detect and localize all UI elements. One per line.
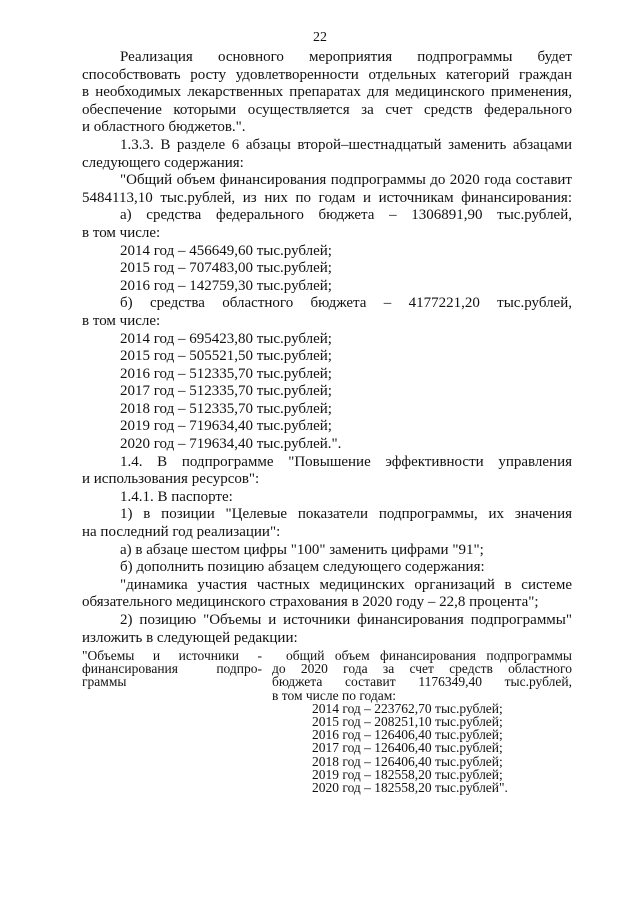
text-line: 1.4.1. В паспорте: <box>120 488 233 505</box>
text-line: 2018 год – 126406,40 тыс.рублей; <box>312 753 503 769</box>
text-line: "динамика участия частных медицинских организаций в системе <box>120 576 572 593</box>
text-line: 2014 год – 223762,70 тыс.рублей; <box>312 700 503 716</box>
text-line: б) средства областного бюджета – 4177221,20 тыс.рублей, <box>120 295 572 312</box>
text-line: обязательного медицинского страхования в 2020 году – 22,8 процента"; <box>82 594 539 611</box>
document-body <box>82 49 572 647</box>
text-line: бюджета составит 1176349,40 тыс.рублей, <box>272 674 572 690</box>
text-line: 2) позицию "Объемы и источники финансирования подпрограммы" <box>120 612 572 628</box>
text-line: финансирования подпро- <box>82 661 262 677</box>
text-line: Реализация основного мероприятия подпрограммы будет <box>120 49 572 65</box>
text-line: общий объем финансирования подпрограммы <box>286 648 572 663</box>
text-line: 1.3.3. В разделе 6 абзацы второй–шестнадцатый заменить абзацами <box>120 136 572 153</box>
text-line: в том числе: <box>82 312 161 329</box>
text-line: 2016 год – 512335,70 тыс.рублей; <box>120 365 332 382</box>
text-line: 2017 год – 126406,40 тыс.рублей; <box>312 740 503 756</box>
text-line: 2020 год – 182558,20 тыс.рублей". <box>312 780 508 796</box>
text-line: 1) в позиции "Целевые показатели подпрограммы, их значения <box>120 506 572 523</box>
text-line: следующего содержания: <box>82 154 244 171</box>
text-line: 2020 год – 719634,40 тыс.рублей.". <box>120 436 342 453</box>
text-line: 2015 год – 505521,50 тыс.рублей; <box>120 348 332 365</box>
text-line: а) в абзаце шестом цифры "100" заменить цифрами "91"; <box>120 541 484 558</box>
text-line: и областного бюджетов.". <box>82 119 246 136</box>
table-label-column <box>82 649 262 689</box>
text-line: 2016 год – 126406,40 тыс.рублей; <box>312 727 503 743</box>
text-line: до 2020 года за счет средств областного <box>272 661 572 677</box>
text-line: на последний год реализации": <box>82 524 281 541</box>
text-line: граммы <box>82 674 127 690</box>
text-line: 2018 год – 512335,70 тыс.рублей; <box>120 400 332 417</box>
text-line: 2019 год – 182558,20 тыс.рублей; <box>312 766 503 782</box>
text-line: 2015 год – 208251,10 тыс.рублей; <box>312 714 503 730</box>
table-value-column <box>272 649 572 794</box>
text-line: в том числе: <box>82 224 161 241</box>
text-line: 2019 год – 719634,40 тыс.рублей; <box>120 418 332 435</box>
page-number: 22 <box>313 30 327 45</box>
text-line: изложить в следующей редакции: <box>82 629 298 646</box>
text-line: "Объемы и источники - <box>82 648 262 663</box>
text-line: способствовать росту удовлетворенности отдельных категорий граждан <box>82 66 572 83</box>
text-line: обеспечение которыми осуществляется за счет средств федерального <box>82 101 572 118</box>
text-line: 2014 год – 456649,60 тыс.рублей; <box>120 242 332 259</box>
text-line: 2015 год – 707483,00 тыс.рублей; <box>120 260 332 277</box>
text-line: 2016 год – 142759,30 тыс.рублей; <box>120 277 332 294</box>
text-line: 2014 год – 695423,80 тыс.рублей; <box>120 330 332 347</box>
text-line: а) средства федерального бюджета – 1306891,90 тыс.рублей, <box>120 207 572 224</box>
text-line: и использования ресурсов": <box>82 471 260 488</box>
text-line: 5484113,10 тыс.рублей, из них по годам и источникам финансирования: <box>82 189 572 206</box>
text-line: 1.4. В подпрограмме "Повышение эффективности управления <box>120 453 572 470</box>
text-line: в необходимых лекарственных препаратах для медицинского применения, <box>82 84 572 101</box>
text-line: 2017 год – 512335,70 тыс.рублей; <box>120 383 332 400</box>
text-line: в том числе по годам: <box>272 687 397 703</box>
text-line: б) дополнить позицию абзацем следующего содержания: <box>120 559 485 576</box>
text-line: "Общий объем финансирования подпрограммы до 2020 года составит <box>120 172 572 189</box>
